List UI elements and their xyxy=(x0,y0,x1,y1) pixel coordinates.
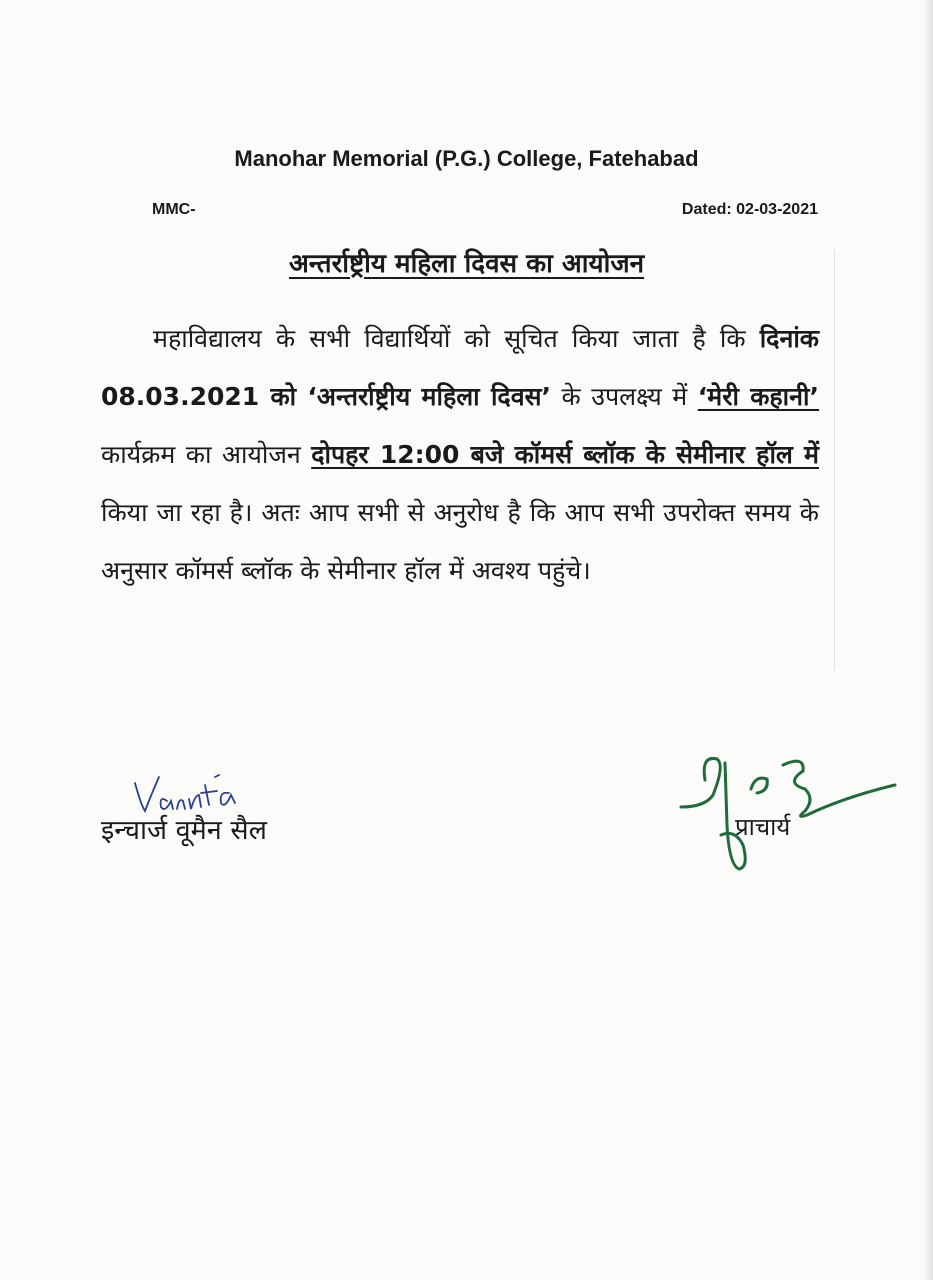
body-venue-time: दोपहर 12:00 बजे कॉमर्स ब्लॉक के सेमीनार हॉल में xyxy=(311,440,819,469)
college-name: Manohar Memorial (P.G.) College, Fatehabad xyxy=(234,146,699,171)
notice-subject-text: अन्तर्राष्ट्रीय महिला दिवस का आयोजन xyxy=(288,249,645,279)
notice-subject xyxy=(0,244,933,280)
paper-fold-line xyxy=(834,250,835,670)
incharge-label: इन्चार्ज वूमैन सैल xyxy=(101,815,267,846)
notice-date: Dated: 02-03-2021 xyxy=(681,201,818,218)
body-event-date: दिनांक 08.03.2021 को ‘अन्तर्राष्ट्रीय महिला दिवस’ xyxy=(101,324,819,411)
body-part-3: कार्यक्रम का आयोजन xyxy=(101,440,312,469)
notice-body xyxy=(101,310,819,600)
reference-number: MMC- xyxy=(152,201,196,218)
body-part-2: के उपलक्ष्य में xyxy=(551,382,698,411)
page-edge-shadow xyxy=(923,0,933,1280)
principal-signature xyxy=(665,745,910,880)
body-part-4: किया जा रहा है। अतः आप सभी से अनुरोध है कि आप सभी उपरोक्त समय के अनुसार कॉमर्स ब्लॉक के सेमीनार हॉल में अवश्य पहुंचे। xyxy=(101,498,819,585)
body-part-1: महाविद्यालय के सभी विद्यार्थियों को सूचित किया जाता है कि xyxy=(153,324,760,353)
principal-label: प्राचार्य xyxy=(735,813,791,841)
body-program-name: ‘मेरी कहानी’ xyxy=(697,382,820,411)
